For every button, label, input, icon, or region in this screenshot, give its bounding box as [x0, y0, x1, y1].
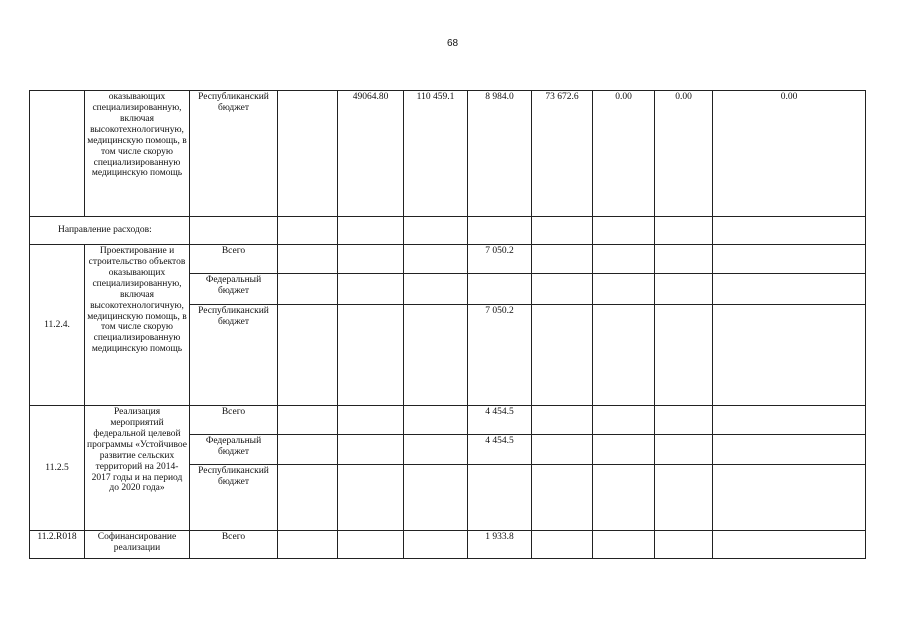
funding-source-cell: Всего [190, 406, 278, 435]
funding-source-cell: Республиканский бюджет [190, 465, 278, 531]
value-cell: 73 672.6 [532, 91, 593, 217]
funding-source-cell: Федеральный бюджет [190, 435, 278, 465]
value-cell: 8 984.0 [468, 91, 532, 217]
value-cell: 0.00 [593, 91, 655, 217]
value-cell: 4 454.5 [468, 406, 532, 435]
funding-source-cell: Федеральный бюджет [190, 274, 278, 305]
value-cell [278, 91, 338, 217]
code-cell: 11.2.R018 [30, 531, 85, 559]
code-cell: 11.2.5 [30, 406, 85, 531]
code-cell [30, 91, 85, 217]
table-row [30, 531, 866, 559]
measure-name-cell: Проектирование и строительство объектов оказывающих специализированную, включая высокотехнологичную, медицинскую помощь, в том числе скорую специализированную медицинскую помощь [85, 245, 190, 406]
funding-source-cell: Всего [190, 531, 278, 559]
budget-table [29, 90, 866, 559]
funding-source-cell: Республиканский бюджет [190, 91, 278, 217]
value-cell: 0.00 [655, 91, 713, 217]
table-row [30, 245, 866, 274]
section-title: Направление расходов: [30, 217, 190, 245]
table-row [30, 91, 866, 217]
measure-name-cell: Реализация мероприятий федеральной целевой программы «Устойчивое развитие сельских территорий на 2014-2017 годы и на период до 2020 года» [85, 406, 190, 531]
value-cell: 0.00 [713, 91, 866, 217]
value-cell: 4 454.5 [468, 435, 532, 465]
page-number: 68 [446, 38, 459, 49]
measure-name-cell: Софинансирование реализации [85, 531, 190, 559]
code-cell: 11.2.4. [30, 245, 85, 406]
value-cell: 1 933.8 [468, 531, 532, 559]
value-cell: 49064.80 [338, 91, 404, 217]
section-row [30, 217, 866, 245]
funding-source-cell: Республиканский бюджет [190, 305, 278, 406]
measure-name-cell: оказывающих специализированную, включая высокотехнологичную, медицинскую помощь, в том числе скорую специализированную медицинскую помощь [85, 91, 190, 217]
funding-source-cell: Всего [190, 245, 278, 274]
value-cell: 110 459.1 [404, 91, 468, 217]
value-cell: 7 050.2 [468, 245, 532, 274]
value-cell: 7 050.2 [468, 305, 532, 406]
table-row [30, 406, 866, 435]
